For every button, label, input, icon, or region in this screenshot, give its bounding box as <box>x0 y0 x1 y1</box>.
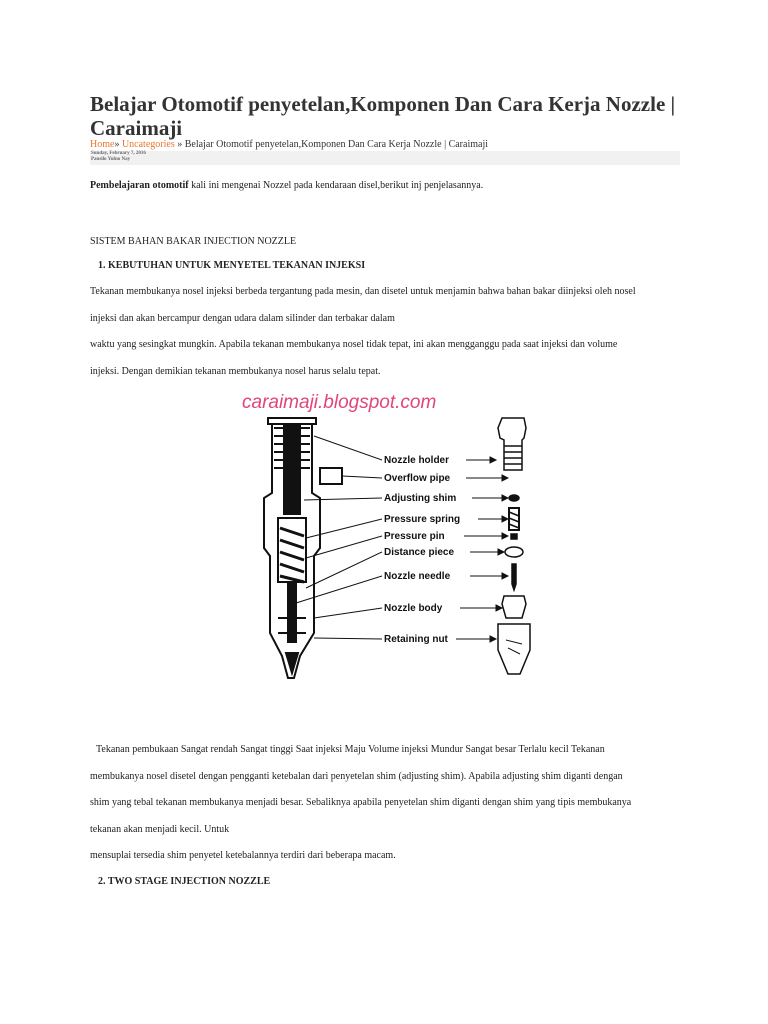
breadcrumb-home-link[interactable]: Home <box>90 139 115 150</box>
section-heading-main: SISTEM BAHAN BAKAR INJECTION NOZZLE <box>90 236 297 247</box>
breadcrumb-category-link[interactable]: Uncategories <box>121 139 175 150</box>
section-heading-2: 2. TWO STAGE INJECTION NOZZLE <box>98 876 271 887</box>
intro-text: kali ini mengenai Nozzel pada kendaraan disel,berikut inj penjelasannya. <box>188 180 484 191</box>
breadcrumb <box>90 139 488 150</box>
paragraph-line: tekanan akan menjadi kecil. Untuk <box>90 824 230 835</box>
paragraph-line: injeksi. Dengan demikian tekanan membukanya nosel harus selalu tepat. <box>90 366 381 377</box>
nozzle-diagram <box>234 388 534 683</box>
post-meta-bar <box>90 151 680 165</box>
paragraph-line: mensuplai tersedia shim penyetel ketebalannya terdiri dari beberapa macam. <box>90 850 396 861</box>
label-pressure-pin: Pressure pin <box>384 531 445 542</box>
breadcrumb-separator: » <box>174 139 185 150</box>
paragraph-line: Tekanan pembukaan Sangat rendah Sangat tinggi Saat injeksi Maju Volume injeksi Mundur Sangat besar Terlalu kecil Tekanan <box>96 744 605 755</box>
paragraph-line: injeksi dan akan bercampur dengan udara dalam silinder dan terbakar dalam <box>90 313 395 324</box>
label-retaining-nut: Retaining nut <box>384 634 448 645</box>
intro-bold-text: Pembelajaran otomotif <box>90 180 189 191</box>
label-nozzle-holder: Nozzle holder <box>384 455 450 466</box>
paragraph-line: shim yang tebal tekanan membukanya menjadi besar. Sebaliknya apabila penyetelan shim diganti dengan shim yang tipis membukanya <box>90 797 632 808</box>
nozzle-section-drawing <box>264 418 342 678</box>
paragraph-line: Tekanan membukanya nosel injeksi berbeda tergantung pada mesin, dan disetel untuk menjamin bahwa bahan bakar diinjeksi oleh nosel <box>90 286 636 297</box>
paragraph-line: waktu yang sesingkat mungkin. Apabila tekanan membukanya nosel tidak tepat, ini akan mengganggu pada saat injeksi dan volume <box>90 339 618 350</box>
figure-watermark: caraimaji.blogspot.com <box>242 392 437 413</box>
post-date: Sunday, February 7, 2016 <box>91 151 146 156</box>
label-adjusting-shim: Adjusting shim <box>384 493 457 504</box>
label-nozzle-body: Nozzle body <box>384 603 443 614</box>
label-nozzle-needle: Nozzle needle <box>384 571 451 582</box>
breadcrumb-separator: » <box>114 139 122 150</box>
article-title: Belajar Otomotif penyetelan,Komponen Dan Cara Kerja Nozzle | Caraimaji <box>90 92 676 140</box>
intro-paragraph <box>90 180 690 191</box>
post-author: Pansilo Yulno Nay <box>91 157 131 162</box>
label-pressure-spring: Pressure spring <box>384 514 461 525</box>
breadcrumb-current: Belajar Otomotif penyetelan,Komponen Dan Cara Kerja Nozzle | Caraimaji <box>184 139 488 150</box>
label-overflow-pipe: Overflow pipe <box>384 473 451 484</box>
section-heading-1: 1. KEBUTUHAN UNTUK MENYETEL TEKANAN INJEKSI <box>98 260 366 271</box>
exploded-parts <box>498 418 530 674</box>
part-arrows <box>456 457 508 642</box>
paragraph-line: membukanya nosel disetel dengan pengganti ketebalan dari penyetelan shim (adjusting shim). Apabila adjusting shim diganti dengan <box>90 771 623 782</box>
label-distance-piece: Distance piece <box>384 547 455 558</box>
